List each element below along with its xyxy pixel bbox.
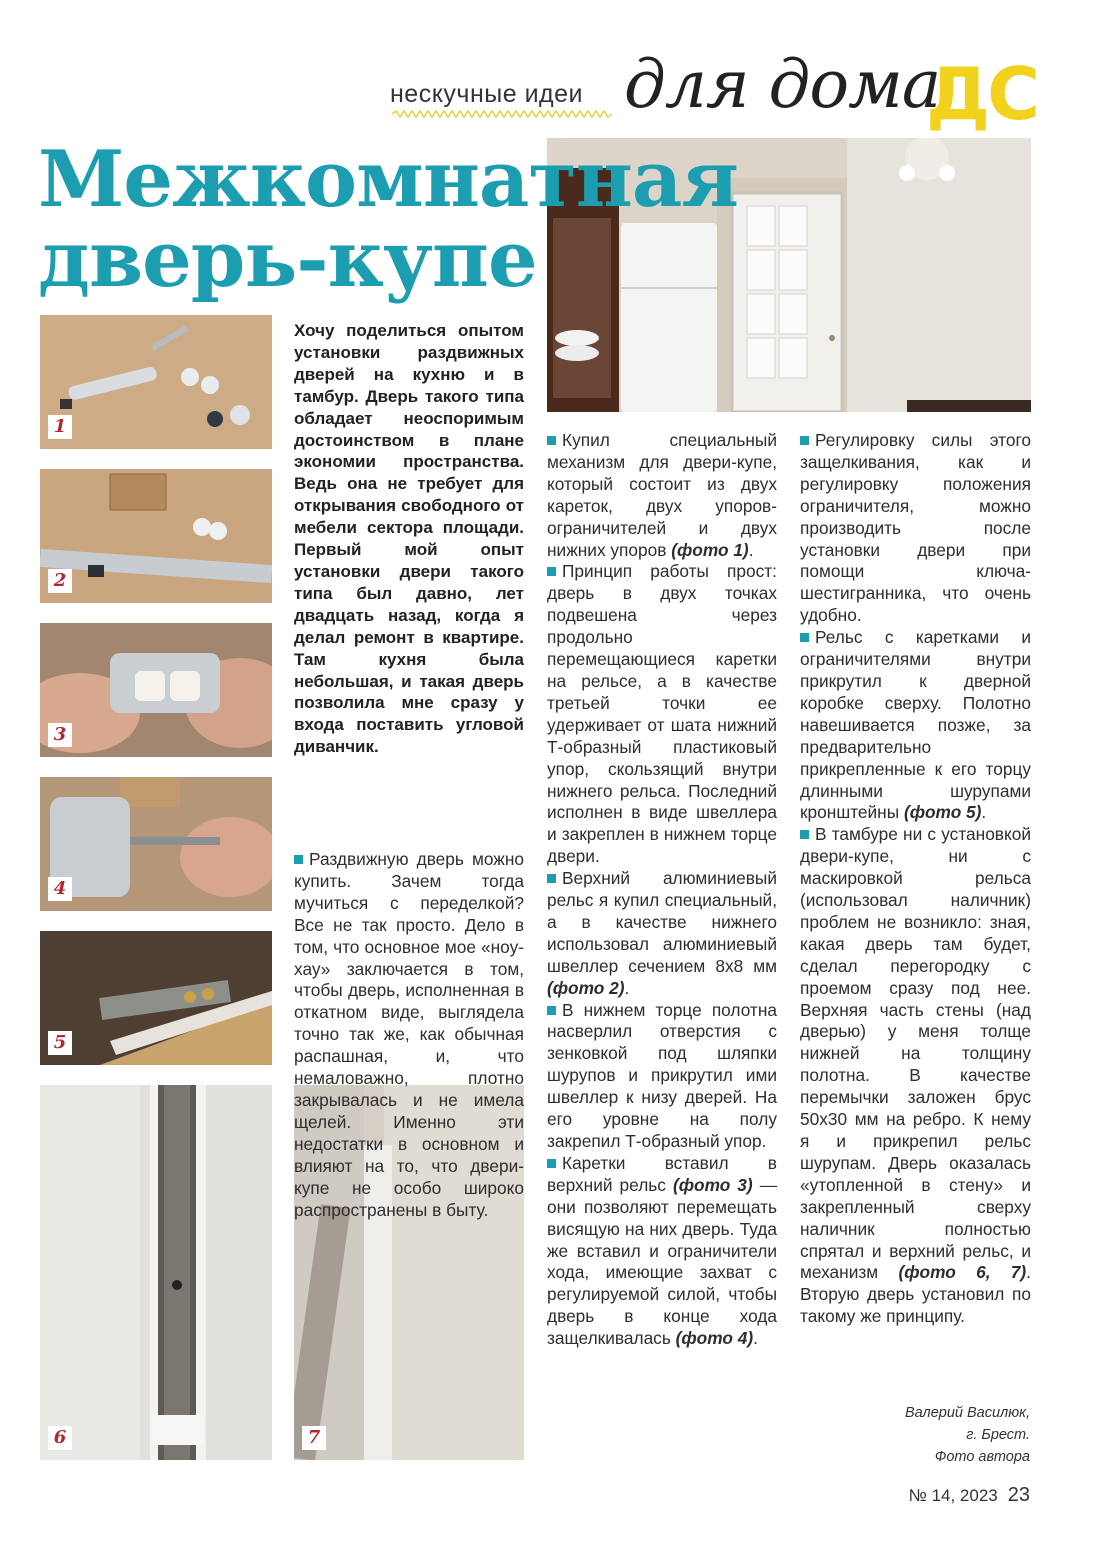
body-column-3 — [800, 430, 1031, 1328]
article-title — [38, 134, 739, 305]
author-name: Валерий Василюк, — [904, 1405, 1030, 1421]
lead-paragraph: Хочу поделиться опытом установки раздвижных дверей на кухню и в тамбур. Дверь такого типа обладает неоспоримым достоинством в плане экономии пространства. Ведь она не требует для открывания свободного от мебели сектора площади. Первый мой опыт установки двери такого типа был давно, лет двадцать назад, когда я делал ремонт в квартире. Там кухня была небольшая, и такая дверь позволила мне сразу у входа поставить угловой диванчик. — [294, 321, 524, 757]
photo-number: 6 — [48, 1426, 72, 1450]
bullet-square-icon — [547, 567, 556, 576]
photo-number: 5 — [48, 1031, 72, 1055]
rail-and-carriages-photo — [40, 469, 272, 603]
magazine-logo: ДС — [926, 52, 1037, 136]
photo-reference: (фото 4) — [675, 1328, 754, 1349]
body-paragraph: В тамбуре ни с установкой двери-купе, ни с маскировкой рельса (использовал наличник) проблем не возникло: зная, какая дверь там будет, сделал перегородку с проемом сразу под нее. Верхняя часть стены (над дверью) у меня толще нижней на толщину полотна. В качестве перемычки заложен брус 50x30 мм на ребро. К нему я и прикрепил рельс шурупам. Дверь оказалась «утопленной в стену» и закрепленный сверху наличник полностью спрятал и верхний рельс, и механизм (фото 6, 7). Вторую дверь установил по такому же принципу. — [800, 824, 1031, 1327]
photo-number: 3 — [48, 723, 72, 747]
bullet-square-icon — [800, 633, 809, 642]
author-city: г. Брест. — [966, 1427, 1030, 1443]
body-column-2 — [547, 430, 777, 1350]
author-signature — [820, 1402, 1030, 1468]
photo-number: 7 — [302, 1426, 326, 1450]
bullet-square-icon — [294, 855, 303, 864]
bullet-square-icon — [800, 436, 809, 445]
section-title: для дома — [624, 46, 941, 123]
body-paragraph: Принцип работы прост: дверь в двух точках подвешена через продольно перемещающиеся каретки на рельсе, а в качестве третьей точки ее удерживает от шата нижний Т-образный пластиковый упор, скользящий внутри нижнего рельса. Последний исполнен в виде швеллера и закреплен в нижнем торце двери. — [547, 561, 777, 867]
photo-credit: Фото автора — [934, 1449, 1030, 1465]
body-paragraph: В нижнем торце полотна насверлил отверстия с зенковкой под шляпки шурупов и прикрутил ими швеллер к низу дверей. На его уровне на полу закрепил Т-образный упор. — [547, 999, 777, 1151]
door-hardware-kit-photo — [40, 315, 272, 449]
page-footer — [880, 1484, 1030, 1507]
body-paragraph: Регулировку силы этого защелкивания, как и регулировку положения ограничителя, можно производить после установки двери при помощи ключа-шестигранника, что очень удобно. — [800, 430, 1031, 626]
photo-reference: (фото 3) — [672, 1174, 753, 1195]
photo-number: 2 — [48, 569, 72, 593]
article-title-line1: Межкомнатная — [38, 134, 739, 225]
body-paragraph: Верхний алюминиевый рельс я купил специальный, а в качестве нижнего использовал алюминиевый швеллер сечением 8x8 мм (фото 2). — [547, 868, 777, 998]
bullet-square-icon — [547, 436, 556, 445]
photo-reference: (фото 1) — [671, 539, 749, 560]
body-paragraph: Каретки вставил в верхний рельс (фото 3) — они позволяют перемещать висящую на них дверь. Туда же вставил и ограничители хода, имеющие захват с регулируемой силой, чтобы дверь в конце хода защелкивалась (фото 4). — [547, 1152, 777, 1349]
body-paragraph: Купил специальный механизм для двери-купе, который состоит из двух кареток, двух упоров-ограничителей и двух нижних упоров (фото 1). — [547, 430, 777, 560]
page-number: 23 — [1007, 1484, 1030, 1506]
bullet-square-icon — [547, 1006, 556, 1015]
photo-reference: (фото 5) — [903, 802, 982, 823]
bullet-square-icon — [800, 830, 809, 839]
hands-adjusting-stopper-photo — [40, 777, 272, 911]
body-paragraph: Раздвижную дверь можно купить. Зачем тогда мучиться с переделкой? Все не так просто. Дело в том, что основное мое «ноу-хау» заключается в том, чтобы дверь, исполненная в откатном виде, выглядела точно так же, как обычная распашная, и, что немаловажно, плотно закрывалась и не имела щелей. Именно эти недостатки в основном и влияют на то, что двери-купе не особо широко распространены в быту. — [294, 849, 524, 1220]
bullet-square-icon — [547, 1159, 556, 1168]
issue-number: № 14, 2023 — [908, 1486, 998, 1505]
body-paragraph: Рельс с каретками и ограничителями внутри прикрутил к дверной коробке сверху. Полотно навешивается позже, за предварительно прикрепленные к его торцу длинными шурупами кронштейны (фото 5). — [800, 627, 1031, 823]
zigzag-divider — [392, 110, 612, 118]
hands-carriage-in-rail-photo — [40, 623, 272, 757]
article-title-line2: дверь-купе — [38, 214, 537, 305]
photo-number: 4 — [48, 877, 72, 901]
bracket-on-door-frame-photo — [40, 931, 272, 1065]
body-column-1 — [294, 849, 524, 1221]
bullet-square-icon — [547, 874, 556, 883]
top-rail-closeup-photo — [40, 1085, 272, 1460]
photo-number: 1 — [48, 415, 72, 439]
rubric-label: нескучные идеи — [390, 80, 583, 108]
photo-reference: (фото 2) — [547, 977, 625, 998]
photo-reference: (фото 6, 7) — [898, 1262, 1027, 1283]
